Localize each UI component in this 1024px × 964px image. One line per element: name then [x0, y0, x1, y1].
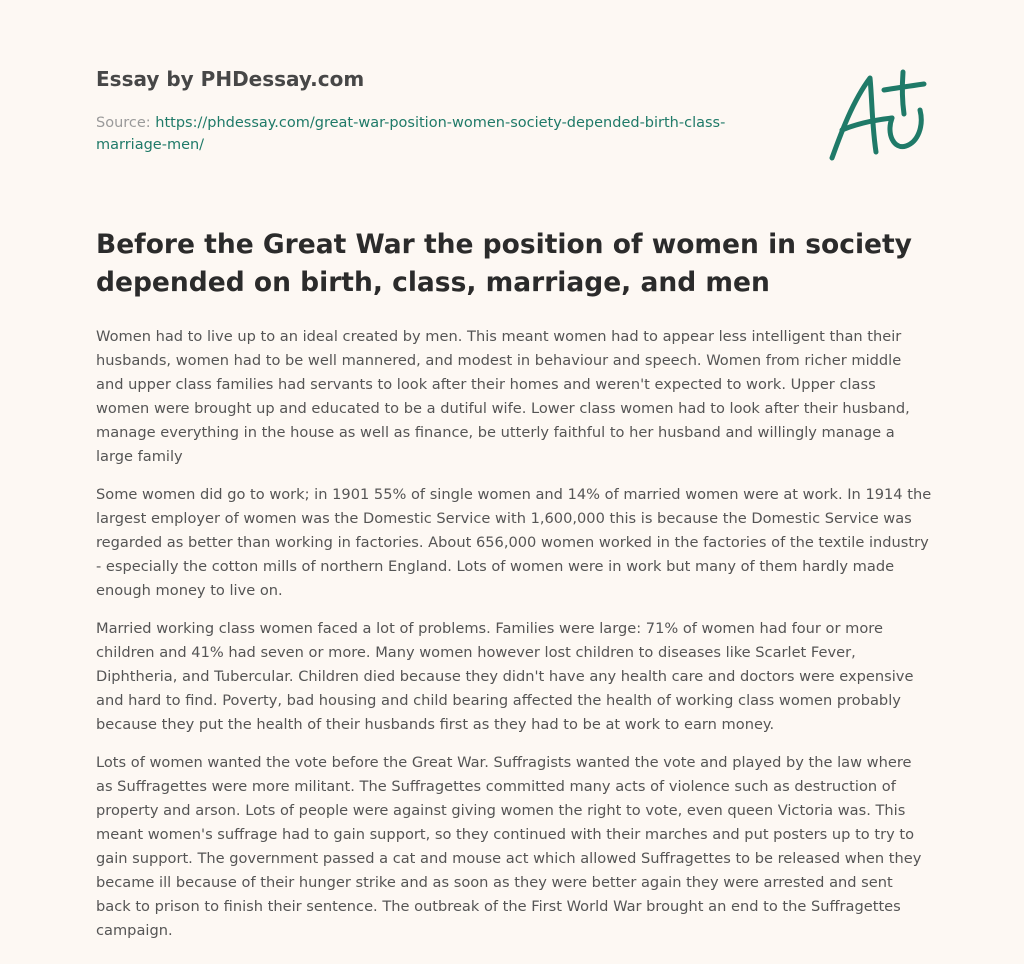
- essay-paragraph: Some women did go to work; in 1901 55% of single women and 14% of married women were at work. In 1914 the largest employer of women was the Domestic Service with 1,600,000 this is because the Domestic Service was regarded as better than working in factories. About 656,000 women worked in the factories of the textile industry - especially the cotton mills of northern England. Lots of women were in work but many of them hardly made enough money to live on.: [96, 486, 932, 599]
- essay-title: Before the Great War the position of women in society depended on birth, class, marriage, and men: [96, 229, 912, 298]
- a-plus-grade-icon: [826, 68, 930, 164]
- essay-paragraph: Women had to live up to an ideal created by men. This meant women had to appear less intelligent than their husbands, women had to be well mannered, and modest in behaviour and speech. Women from richer middle and upper class families had servants to look after their homes and weren't expected to work. Upper class women were brought up and educated to be a dutiful wife. Lower class women had to look after their husband, manage everything in the house as well as finance, be utterly faithful to her husband and willingly manage a large family: [96, 328, 910, 465]
- source-line: [96, 112, 796, 156]
- source-link[interactable]: https://phdessay.com/great-war-position-women-society-depended-birth-class-marriage-men/: [96, 115, 726, 153]
- essay-paragraph: Married working class women faced a lot of problems. Families were large: 71% of women had four or more children and 41% had seven or more. Many women however lost children to diseases like Scarlet Fever, Diphtheria, and Tubercular. Children died because they didn't have any health care and doctors were expensive and hard to find. Poverty, bad housing and child bearing affected the health of working class women probably because they put the health of their husbands first as they had to be at work to earn money.: [96, 620, 914, 733]
- essay-paragraph: Lots of women wanted the vote before the Great War. Suffragists wanted the vote and played by the law where as Suffragettes were more militant. The Suffragettes committed many acts of violence such as destruction of property and arson. Lots of people were against giving women the right to vote, even queen Victoria was. This meant women's suffrage had to gain support, so they continued with their marches and put posters up to try to gain support. The government passed a cat and mouse act which allowed Suffragettes to be released when they became ill because of their hunger strike and as soon as they were better again they were arrested and sent back to prison to finish their sentence. The outbreak of the First World War brought an end to the Suffragettes campaign.: [96, 754, 922, 939]
- brand-title: Essay by PHDessay.com: [96, 67, 365, 91]
- essay-body: [96, 325, 932, 957]
- source-label: Source:: [96, 115, 156, 131]
